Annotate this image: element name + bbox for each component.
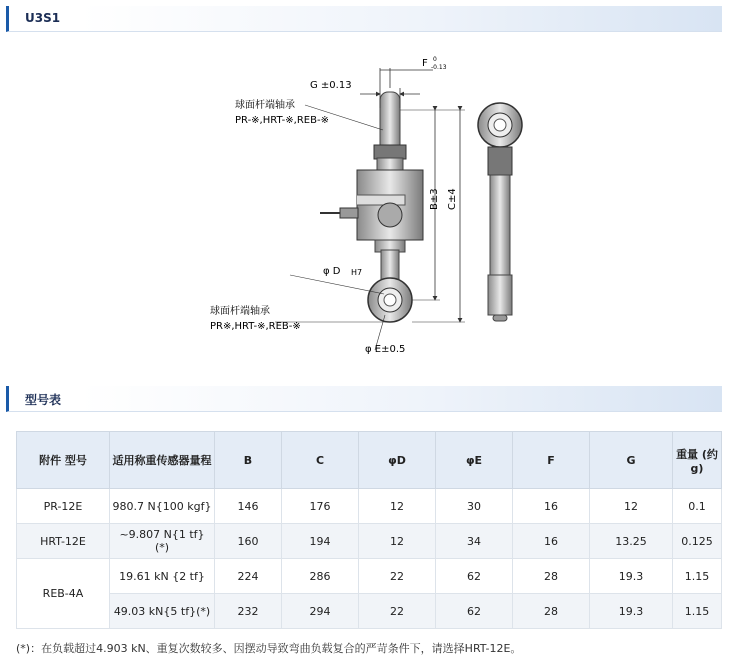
bottom-bearing-label: 球面杆端轴承 <box>210 306 270 317</box>
cell-e: 62 <box>436 594 513 629</box>
col-header: G <box>590 432 673 489</box>
dim-b-label: B±3 <box>429 188 440 210</box>
col-header: C <box>282 432 359 489</box>
cell-e: 34 <box>436 524 513 559</box>
section-header-model <box>6 6 722 32</box>
section-title: U3S1 <box>25 11 61 25</box>
cell-weight: 1.15 <box>673 594 722 629</box>
cell-d: 22 <box>359 559 436 594</box>
cell-c: 286 <box>282 559 359 594</box>
dim-f-label: F <box>422 58 428 69</box>
cell-range: 49.03 kN{5 tf}(*) <box>110 594 215 629</box>
col-header: 附件 型号 <box>17 432 110 489</box>
col-header: φD <box>359 432 436 489</box>
cell-e: 30 <box>436 489 513 524</box>
cell-weight: 1.15 <box>673 559 722 594</box>
cell-g: 19.3 <box>590 594 673 629</box>
cell-g: 13.25 <box>590 524 673 559</box>
dim-g-label: G ±0.13 <box>310 80 352 91</box>
dim-d-fit: H7 <box>351 268 363 277</box>
cell-model: REB-4A <box>17 559 110 629</box>
cell-b: 224 <box>215 559 282 594</box>
cell-d: 12 <box>359 489 436 524</box>
table-row <box>17 524 722 559</box>
dim-f-tol-upper: 0 <box>433 56 437 63</box>
top-bearing-models: PR-※,HRT-※,REB-※ <box>235 115 329 126</box>
cell-f: 28 <box>513 594 590 629</box>
cell-weight: 0.125 <box>673 524 722 559</box>
cell-range: 980.7 N{100 kgf} <box>110 489 215 524</box>
col-header: 重量 (约g) <box>673 432 722 489</box>
table-row <box>17 559 722 594</box>
section-header-model-table <box>6 386 722 412</box>
cell-range: ~9.807 N{1 tf} (*) <box>110 524 215 559</box>
cell-g: 12 <box>590 489 673 524</box>
cell-weight: 0.1 <box>673 489 722 524</box>
dim-c-label: C±4 <box>447 188 458 210</box>
cell-c: 176 <box>282 489 359 524</box>
cell-model: HRT-12E <box>17 524 110 559</box>
cell-c: 294 <box>282 594 359 629</box>
col-header: B <box>215 432 282 489</box>
dim-f-tol-lower: -0.13 <box>431 64 447 71</box>
cell-range: 19.61 kN {2 tf} <box>110 559 215 594</box>
cell-b: 146 <box>215 489 282 524</box>
table-row <box>17 489 722 524</box>
cell-d: 12 <box>359 524 436 559</box>
model-table <box>16 431 722 629</box>
dimension-drawing <box>195 50 540 360</box>
cell-f: 16 <box>513 489 590 524</box>
table-row <box>17 594 722 629</box>
cell-e: 62 <box>436 559 513 594</box>
cell-c: 194 <box>282 524 359 559</box>
cell-b: 160 <box>215 524 282 559</box>
col-header: φE <box>436 432 513 489</box>
cell-d: 22 <box>359 594 436 629</box>
dim-d-label: φ D <box>323 266 341 277</box>
dim-e-label: φ E±0.5 <box>365 344 406 355</box>
cell-f: 16 <box>513 524 590 559</box>
cell-f: 28 <box>513 559 590 594</box>
col-header: 适用称重传感器量程 <box>110 432 215 489</box>
cell-model: PR-12E <box>17 489 110 524</box>
footnote: (*)：在负载超过4.903 kN、重复次数较多、因摆动导致弯曲负载复合的严苛条件下，请选择HRT-12E。 <box>16 642 522 655</box>
cell-g: 19.3 <box>590 559 673 594</box>
table-header-row <box>17 432 722 489</box>
cell-b: 232 <box>215 594 282 629</box>
top-bearing-label: 球面杆端轴承 <box>235 100 295 111</box>
bottom-bearing-models: PR※,HRT-※,REB-※ <box>210 321 301 332</box>
section-title: 型号表 <box>25 393 62 407</box>
col-header: F <box>513 432 590 489</box>
